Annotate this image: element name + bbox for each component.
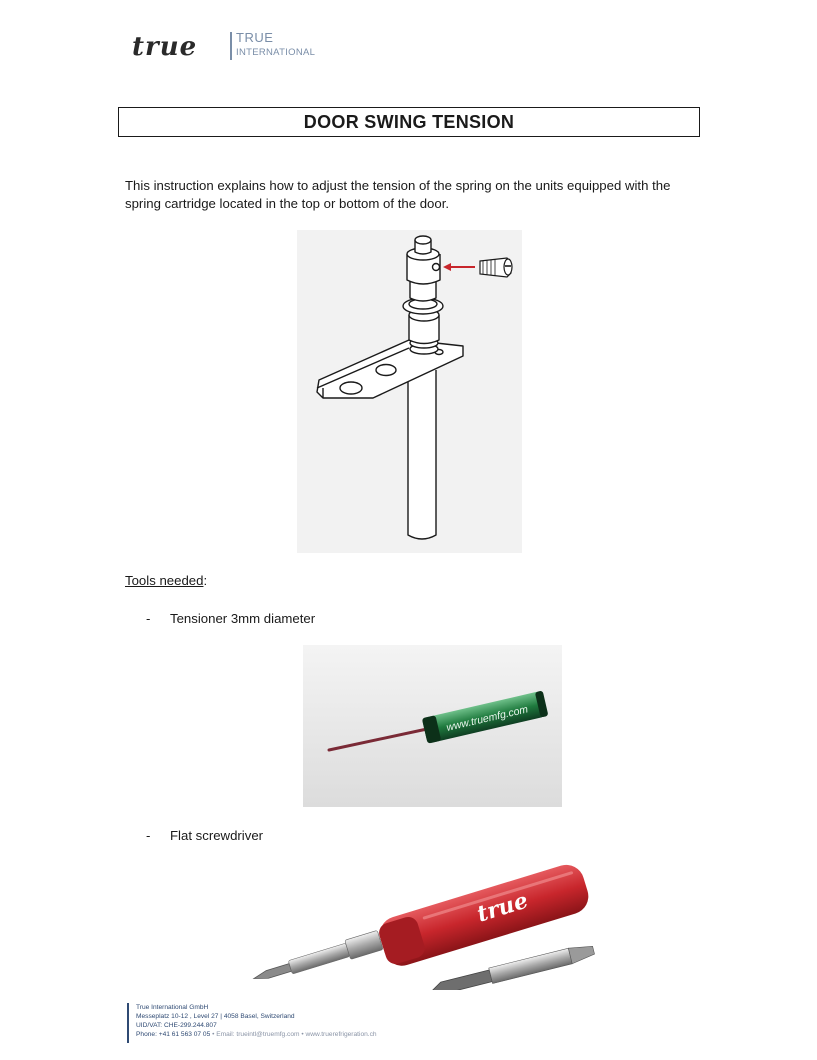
footer-vat: UID/VAT: CHE-299.244.807 [136, 1022, 217, 1029]
footer-address-block [136, 1003, 377, 1039]
footer-address: Messeplatz 10-12 , Level 27 | 4058 Basel, Switzerland [136, 1013, 295, 1020]
tools-heading-text: Tools needed [125, 573, 204, 588]
spring-cartridge-figure [297, 230, 522, 553]
tensioner-illustration [303, 645, 562, 807]
list-item [146, 828, 263, 843]
title-box [118, 107, 700, 137]
tensioner-imprint: www.truemfg.com [445, 703, 530, 734]
logo-text-international: INTERNATIONAL [236, 47, 316, 58]
list-item [146, 611, 315, 626]
list-dash: - [146, 611, 151, 626]
tools-heading-colon: : [203, 573, 208, 588]
intro-paragraph: This instruction explains how to adjust the tension of the spring on the units equipped with the spring cartridge located in the top or bottom of the door. [125, 178, 671, 211]
footer-email-web: • Email: trueintl@truemfg.com • www.truerefrigeration.ch [210, 1031, 377, 1038]
page-footer [127, 1001, 527, 1043]
page-title: DOOR SWING TENSION [303, 111, 515, 132]
tool-label-tensioner: Tensioner 3mm diameter [170, 611, 316, 626]
list-dash: - [146, 828, 151, 843]
screwdriver-photo [244, 858, 610, 990]
screwdriver-imprint: true [474, 887, 532, 928]
footer-company: True International GmbH [136, 1004, 209, 1011]
footer-phone: Phone: +41 61 563 07 05 [136, 1031, 211, 1038]
tool-label-screwdriver: Flat screwdriver [170, 828, 264, 843]
company-logo [132, 30, 332, 64]
tensioner-photo [303, 645, 562, 807]
logo-divider [230, 32, 232, 60]
footer-divider [127, 1003, 129, 1043]
screwdriver-illustration [244, 858, 610, 990]
tools-heading [125, 573, 207, 588]
logo-wordmark: true [132, 32, 198, 62]
footer-contact-line [136, 1030, 377, 1039]
logo-text-true: TRUE [236, 30, 274, 45]
spring-cartridge-drawing [297, 230, 522, 553]
